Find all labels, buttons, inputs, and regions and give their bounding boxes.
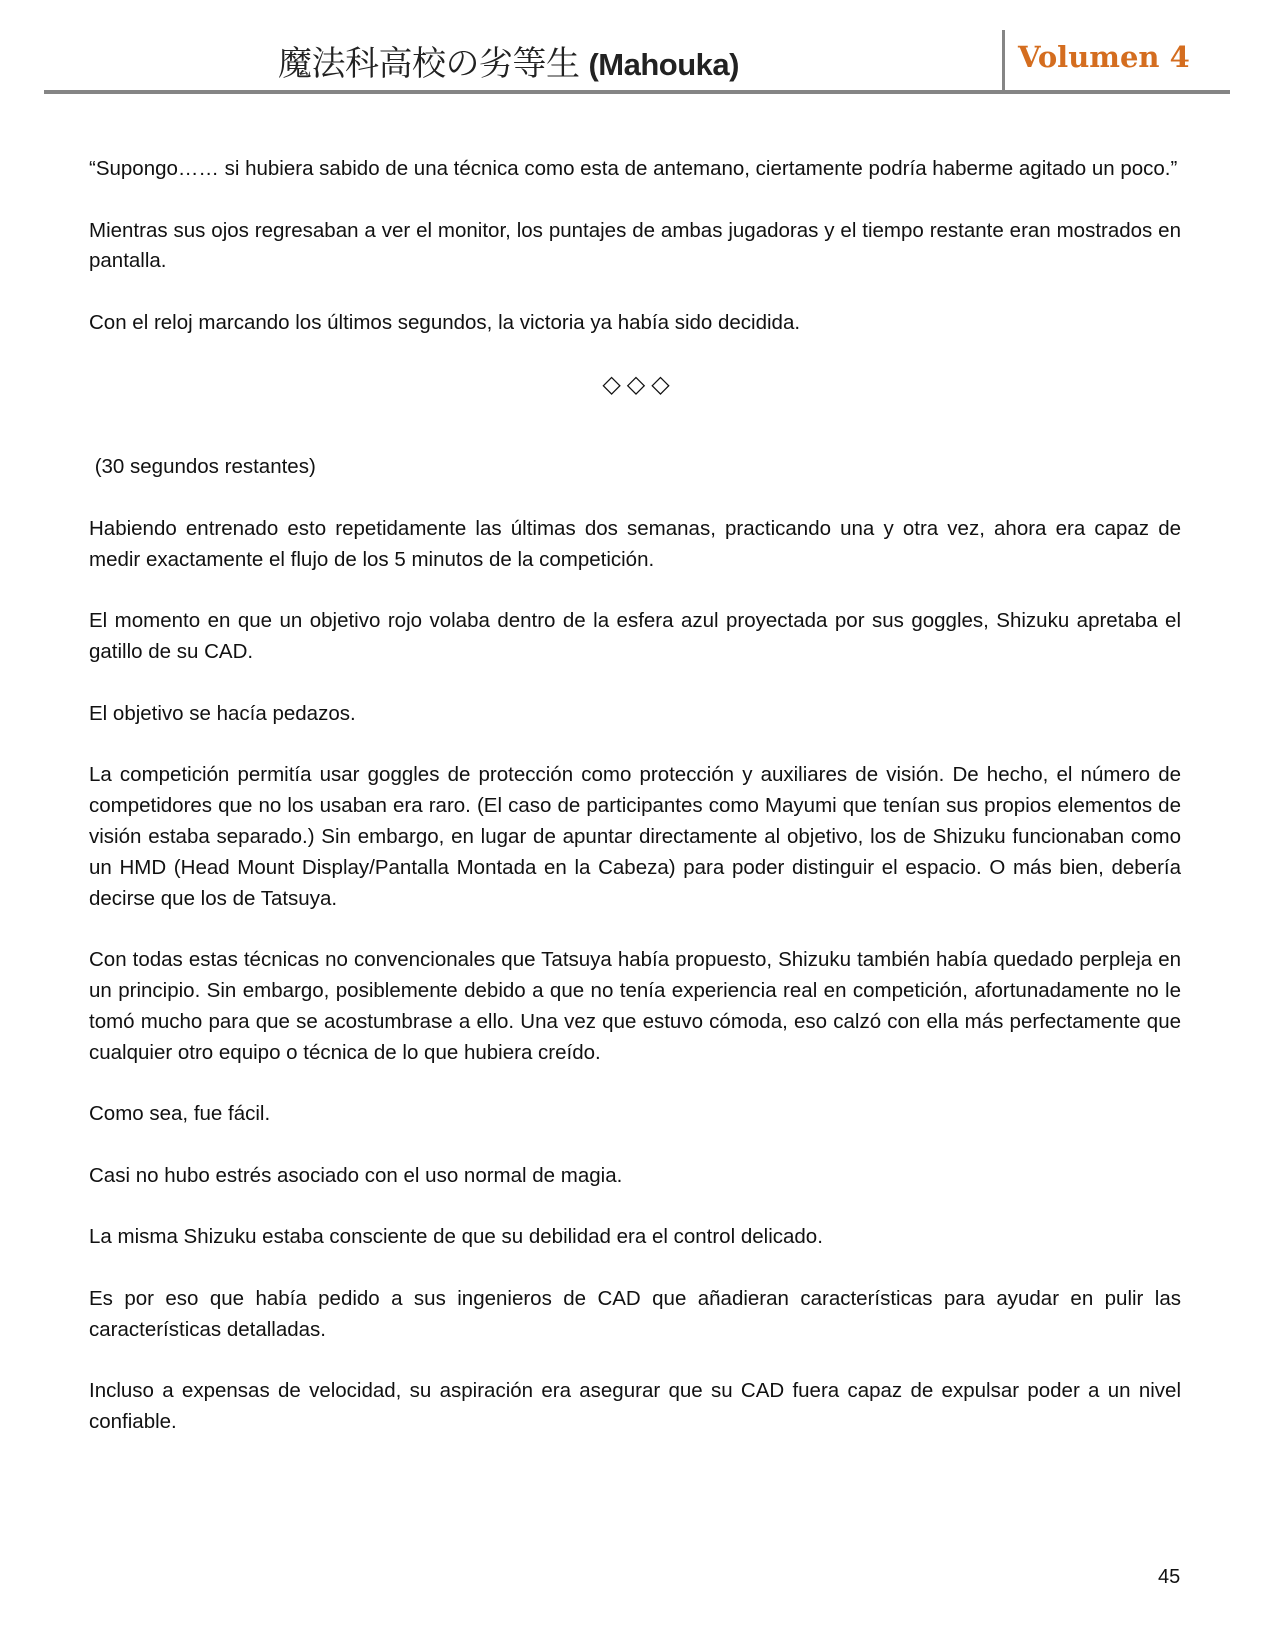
paragraph: “Supongo…… si hubiera sabido de una técnica como esta de antemano, ciertamente podría haberme agitado un poco.” [89, 157, 1178, 180]
book-title-latin: (Mahouka) [588, 47, 739, 82]
paragraph: Con todas estas técnicas no convencionales que Tatsuya había propuesto, Shizuku también había quedado perpleja en un principio. Sin embargo, posiblemente debido a que no tenía experiencia real en competición, afortunadamente no le tomó mucho para que se acostumbrase a ello. Una vez que estuvo cómoda, eso calzó con ella más perfectamente que cualquier otro equipo o técnica de lo que hubiera creído. [89, 948, 1181, 1064]
paragraph: Con el reloj marcando los últimos segundos, la victoria ya había sido decidida. [89, 310, 801, 334]
volume-label: Volumen 4 [1018, 40, 1190, 74]
paragraph: Incluso a expensas de velocidad, su aspiración era asegurar que su CAD fuera capaz de expulsar poder a un nivel confiable. [89, 1379, 1181, 1434]
paragraph: (30 segundos restantes) [89, 455, 316, 479]
paragraph: Es por eso que había pedido a sus ingenieros de CAD que añadieran características para ayudar en pulir las características detalladas. [89, 1286, 1181, 1341]
book-title-japanese: 魔法科高校の劣等生 [278, 45, 580, 83]
paragraph: El objetivo se hacía pedazos. [89, 701, 356, 725]
scene-break-diamonds-icon: ◇◇◇ [602, 370, 676, 398]
header-separator [1002, 30, 1005, 92]
paragraph: La competición permitía usar goggles de protección como protección y auxiliares de visión. De hecho, el número de competidores que no los usaban era raro. (El caso de participantes como Mayumi que tenían sus propios elementos de visión estaba separado.) Sin embargo, en lugar de apuntar directamente al objetivo, los de Shizuku funcionaban como un HMD (Head Mount Display/Pantalla Montada en la Cabeza) para poder distinguir el espacio. O más bien, debería decirse que los de Tatsuya. [89, 763, 1181, 910]
paragraph: El momento en que un objetivo rojo volaba dentro de la esfera azul proyectada por sus goggles, Shizuku apretaba el gatillo de su CAD. [89, 609, 1181, 664]
header-rule [44, 90, 1230, 94]
paragraph: Casi no hubo estrés asociado con el uso normal de magia. [89, 1163, 623, 1187]
paragraph: Habiendo entrenado esto repetidamente las últimas dos semanas, practicando una y otra vez, ahora era capaz de medir exactamente el flujo de los 5 minutos de la competición. [89, 516, 1181, 571]
paragraph: Mientras sus ojos regresaban a ver el monitor, los puntajes de ambas jugadoras y el tiempo restante eran mostrados en pantalla. [89, 218, 1181, 273]
page-number: 45 [1158, 1566, 1181, 1588]
paragraph: La misma Shizuku estaba consciente de que su debilidad era el control delicado. [89, 1225, 823, 1249]
paragraph: Como sea, fue fácil. [89, 1102, 271, 1126]
book-title [278, 36, 978, 85]
page-body [89, 154, 1181, 1469]
